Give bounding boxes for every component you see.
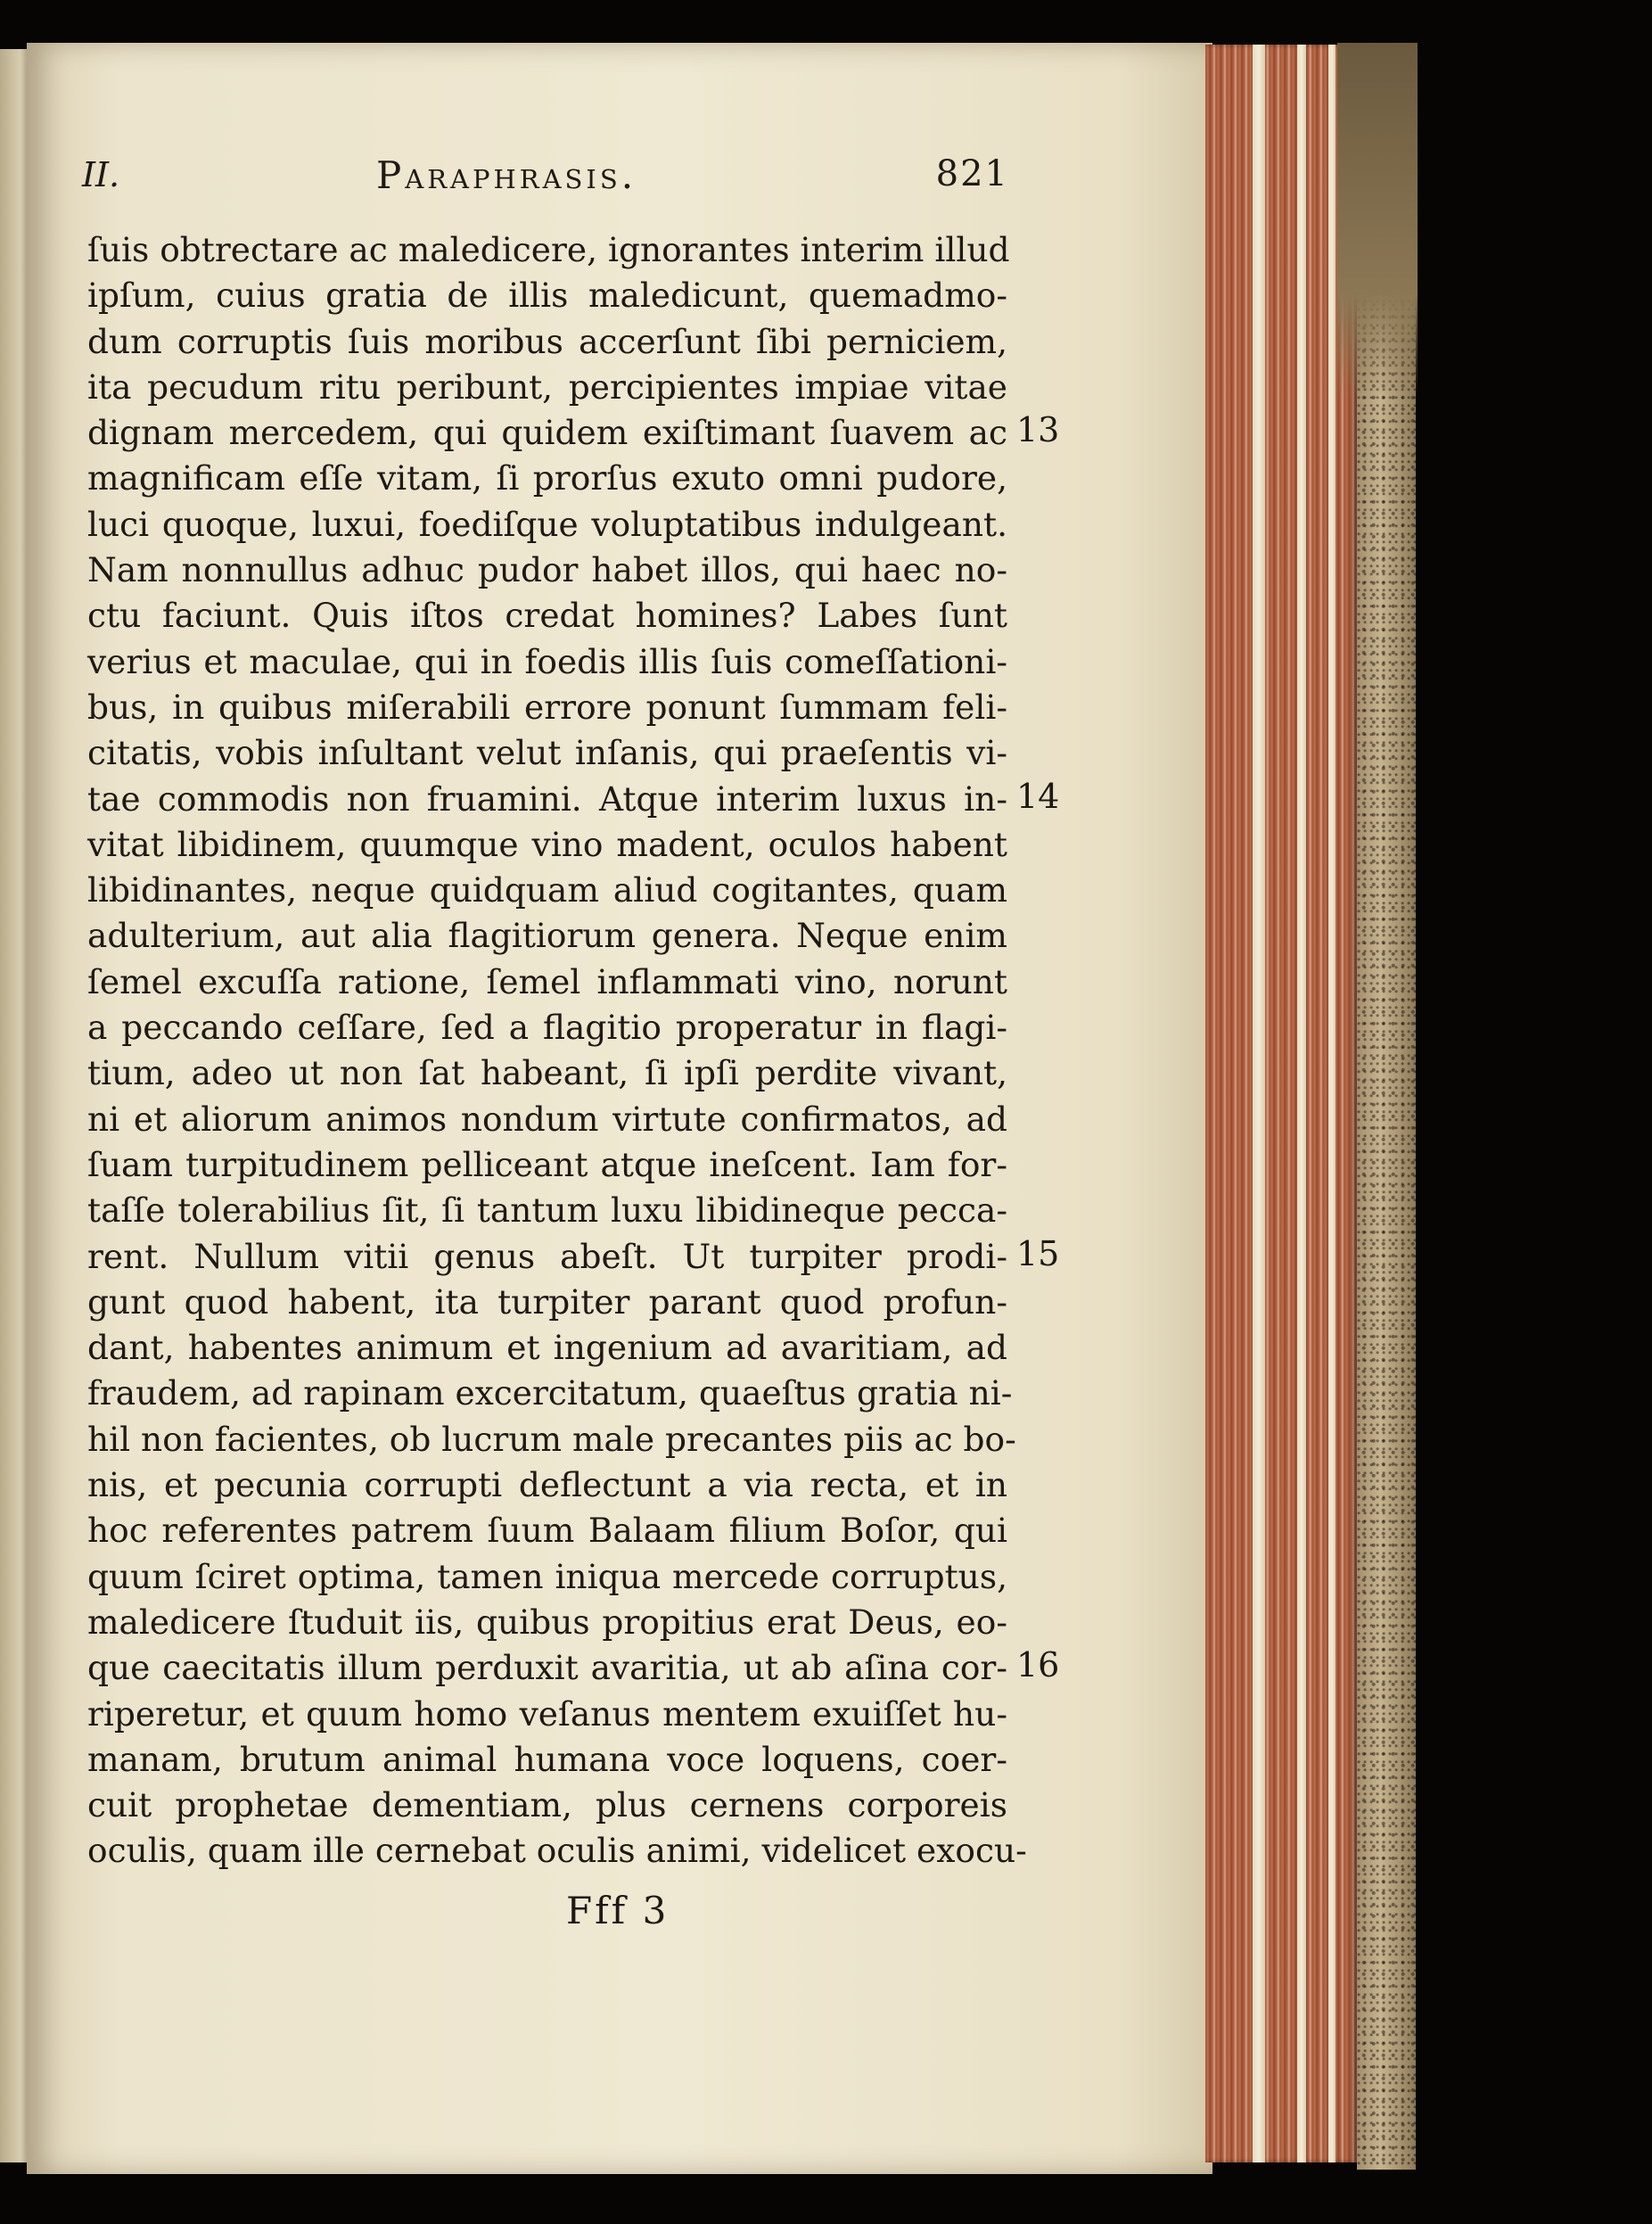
- text-line: cuit prophetae dementiam, plus cernens corporeis: [87, 1785, 1007, 1825]
- text-line: quum ſciret optima, tamen iniqua mercede corruptus,: [87, 1556, 1007, 1596]
- verse-number: 16: [1016, 1645, 1060, 1685]
- text-line: dum corruptis ſuis moribus accerſunt ſibi perniciem,: [87, 321, 1007, 361]
- book-cover-shadow: [1337, 43, 1418, 399]
- text-line: citatis, vobis inſultant velut inſanis, qui praeſentis vi-: [87, 733, 1007, 773]
- running-header: [82, 144, 1009, 198]
- text-line: adulterium, aut alia flagitiorum genera. Neque enim: [87, 916, 1007, 956]
- text-line: tium, adeo ut non ſat habeant, ſi ipſi perdite vivant,: [87, 1053, 1007, 1093]
- verse-number: 13: [1016, 410, 1060, 450]
- text-line: ita pecudum ritu peribunt, percipientes impiae vitae: [87, 367, 1007, 407]
- text-line: libidinantes, neque quidquam aliud cogitantes, quam: [87, 870, 1007, 910]
- text-line: gunt quod habent, ita turpiter parant quod profun-: [87, 1281, 1007, 1322]
- text-line: vitat libidinem, quumque vino madent, oculos habent: [87, 824, 1007, 864]
- chapter-marker: II.: [82, 155, 120, 194]
- text-line: ipſum, cuius gratia de illis maledicunt, quemadmo-: [87, 276, 1007, 316]
- text-line: Nam nonnullus adhuc pudor habet illos, qui haec no-: [87, 550, 1007, 590]
- text-line: rent. Nullum vitii genus abeſt. Ut turpiter prodi-: [87, 1236, 1007, 1276]
- text-line: bus, in quibus miſerabili errore ponunt ſummam feli-: [87, 687, 1007, 727]
- text-line: luci quoque, luxui, foediſque voluptatibus indulgeant.: [87, 504, 1007, 544]
- text-line: que caecitatis illum perduxit avaritia, ut ab aſina cor-: [87, 1648, 1007, 1688]
- text-line: verius et maculae, qui in foedis illis ſuis comeſſationi-: [87, 641, 1007, 681]
- text-line: magnificam eſſe vitam, ſi prorſus exuto omni pudore,: [87, 458, 1007, 498]
- text-line: ctu faciunt. Quis iſtos credat homines? Labes ſunt: [87, 596, 1007, 636]
- text-line: dignam mercedem, qui quidem exiſtimant ſuavem ac: [87, 413, 1007, 453]
- text-line: ni et aliorum animos nondum virtute confirmatos, ad: [87, 1099, 1007, 1139]
- page-edge-band: [1297, 45, 1306, 2162]
- text-line: riperetur, et quum homo veſanus mentem exuiſſet hu-: [87, 1693, 1007, 1734]
- text-line: ſuis obtrectare ac maledicere, ignorantes interim illud: [87, 230, 1010, 269]
- text-line: taſſe tolerabilius ſit, ſi tantum luxu libidineque pecca-: [87, 1190, 1007, 1231]
- text-line: hoc referentes patrem ſuum Balaam filium Boſor, qui: [87, 1511, 1007, 1551]
- text-line: a peccando ceſſare, ſed a flagitio properatur in flagi-: [87, 1008, 1007, 1048]
- text-line: oculis, quam ille cernebat oculis animi, videlicet exocu-: [87, 1831, 1027, 1871]
- text-line: ſemel excuſſa ratione, ſemel inflammati vino, norunt: [87, 961, 1007, 1001]
- text-line: tae commodis non fruamini. Atque interim luxus in-: [87, 778, 1007, 819]
- text-line: maledicere ſtuduit iis, quibus propitius erat Deus, eo-: [87, 1602, 1007, 1642]
- verse-number: 14: [1016, 776, 1060, 816]
- text-line: nis, et pecunia corrupti deflectunt a via recta, et in: [87, 1465, 1007, 1505]
- text-line: manam, brutum animal humana voce loquens, coer-: [87, 1739, 1007, 1779]
- page-edge-band: [1253, 45, 1265, 2162]
- body-text: [87, 227, 1027, 1874]
- text-line: hil non facientes, ob lucrum male precantes piis ac bo-: [87, 1419, 1016, 1459]
- page-edge-band: [1328, 45, 1336, 2162]
- text-line: fraudem, ad rapinam excercitatum, quaeſtus gratia ni-: [87, 1373, 1013, 1413]
- page-number: 821: [935, 153, 1009, 194]
- signature-mark: Fff 3: [566, 1889, 670, 1932]
- verse-number: 15: [1016, 1233, 1060, 1273]
- running-title: Paraphrasis.: [376, 153, 637, 197]
- text-line: dant, habentes animum et ingenium ad avaritiam, ad: [87, 1328, 1007, 1368]
- text-line: ſuam turpitudinem pelliceant atque ineſcent. Iam for-: [87, 1144, 1007, 1184]
